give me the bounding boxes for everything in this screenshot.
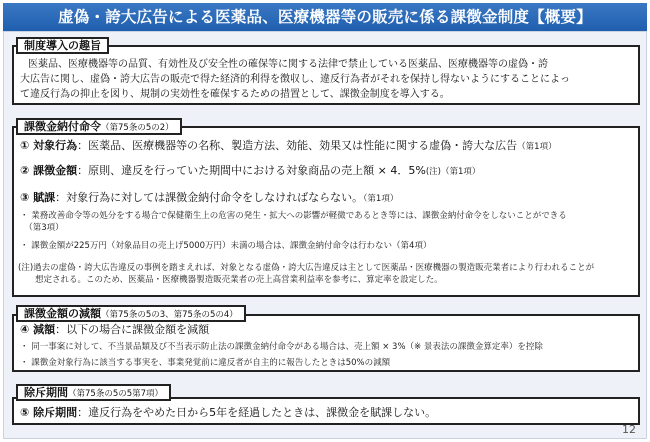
exclusion-item-label: ⑤ 除斥期間 [20, 406, 78, 419]
order-note: 想定される。このため、医薬品・医療機器製造販売業者の売上高営業利益率を参考に、算定率を設定した。 [18, 275, 443, 285]
order-item-1-text: ：医薬品、医療機器等の名称、製造方法、効能、効果又は性能に関する虚偽・誇大な広告 [77, 139, 518, 152]
order-item-3-text: ：対象行為に対しては課徴金納付命令をしなければならない。 [55, 191, 364, 204]
order-item-3 [20, 190, 398, 205]
order-box [12, 126, 640, 297]
intro-box [12, 45, 640, 105]
order-item-2-label: ② 課徴金額 [20, 164, 78, 177]
order-bullet: （第3項） [20, 223, 64, 233]
reduction-heading-text: 課徴金額の減額 [24, 307, 101, 320]
order-item-2-text: ：原則、違反を行っていた期間中における対象商品の売上額 × 4．5% [77, 164, 426, 177]
order-item-2-ref: （第1項） [440, 167, 481, 177]
order-item-1 [20, 138, 557, 153]
reduction-item-label: ④ 減額 [20, 323, 56, 336]
reduction-box [12, 314, 640, 372]
reduction-heading [16, 305, 246, 322]
order-bullet: ・ 課徴金額が225万円（対象品目の売上げ5000万円）未満の場合は、課徴金納付命令は行わない（第4項） [20, 241, 432, 251]
intro-line: 大広告に関し、虚偽・誇大広告の販売で得た経済的利得を徴収し、違反行為者がそれを保持し得ないようにすることによっ [20, 74, 570, 85]
reduction-bullet: ・ 課徴金対象行為に該当する事実を、事業発覚前に違反者が自主的に報告したときは50%の減額 [20, 358, 391, 368]
order-item-2-note: (注) [425, 167, 441, 177]
intro-line: 医薬品、医療機器等の品質、有効性及び安全性の確保等に関する法律で禁止している医薬品、医療機器等の虚偽・誇 [28, 59, 548, 70]
exclusion-heading-ref: （第75条の5の5第7項） [68, 389, 164, 399]
intro-heading [16, 37, 109, 54]
order-heading-ref: （第75条の5の2） [101, 123, 174, 133]
order-item-1-label: ① 対象行為 [20, 139, 78, 152]
order-item-1-ref: （第1項） [517, 142, 557, 152]
slide-title: 虚偽・誇大広告による医薬品、医療機器等の販売に係る課徴金制度【概要】 [3, 3, 647, 31]
page-number: 12 [622, 423, 636, 436]
exclusion-item [20, 405, 436, 420]
intro-line: て違反行為の抑止を図り、規制の実効性を確保するための措置として、課徴金制度を導入する。 [20, 89, 450, 100]
order-note: (注)過去の虚偽・誇大広告違反の事例を踏まえれば、対象となる虚偽・誇大広告違反は主として医薬品・医療機器の製造販売業者により行われることが [18, 263, 595, 273]
intro-heading-text: 制度導入の趣旨 [24, 39, 101, 52]
reduction-item-text: ：以下の場合に課徴金額を減額 [55, 323, 210, 336]
exclusion-item-text: ：違反行為をやめた日から5年を経過したときは、課徴金を賦課しない。 [77, 406, 437, 419]
reduction-bullet: ・ 同一事案に対して、不当景品類及び不当表示防止法の課徴金納付命令がある場合は、売上額 × 3%（※ 景表法の課徴金算定率）を控除 [20, 342, 543, 352]
exclusion-heading-text: 除斥期間 [24, 386, 68, 399]
order-heading-text: 課徴金納付命令 [24, 120, 101, 133]
reduction-item [20, 322, 209, 337]
exclusion-box [12, 397, 640, 425]
order-bullet: ・ 業務改善命令等の処分をする場合で保健衛生上の危害の発生・拡大への影響が軽微であるとき等には、課徴金納付命令をしないことができる [20, 211, 567, 221]
order-item-3-label: ③ 賦課 [20, 191, 56, 204]
order-item-3-ref: （第1項） [363, 194, 399, 204]
reduction-heading-ref: （第75条の5の3、第75条の5の4） [101, 310, 238, 320]
exclusion-heading [16, 384, 171, 401]
order-heading [16, 118, 182, 135]
order-item-2 [20, 163, 480, 178]
